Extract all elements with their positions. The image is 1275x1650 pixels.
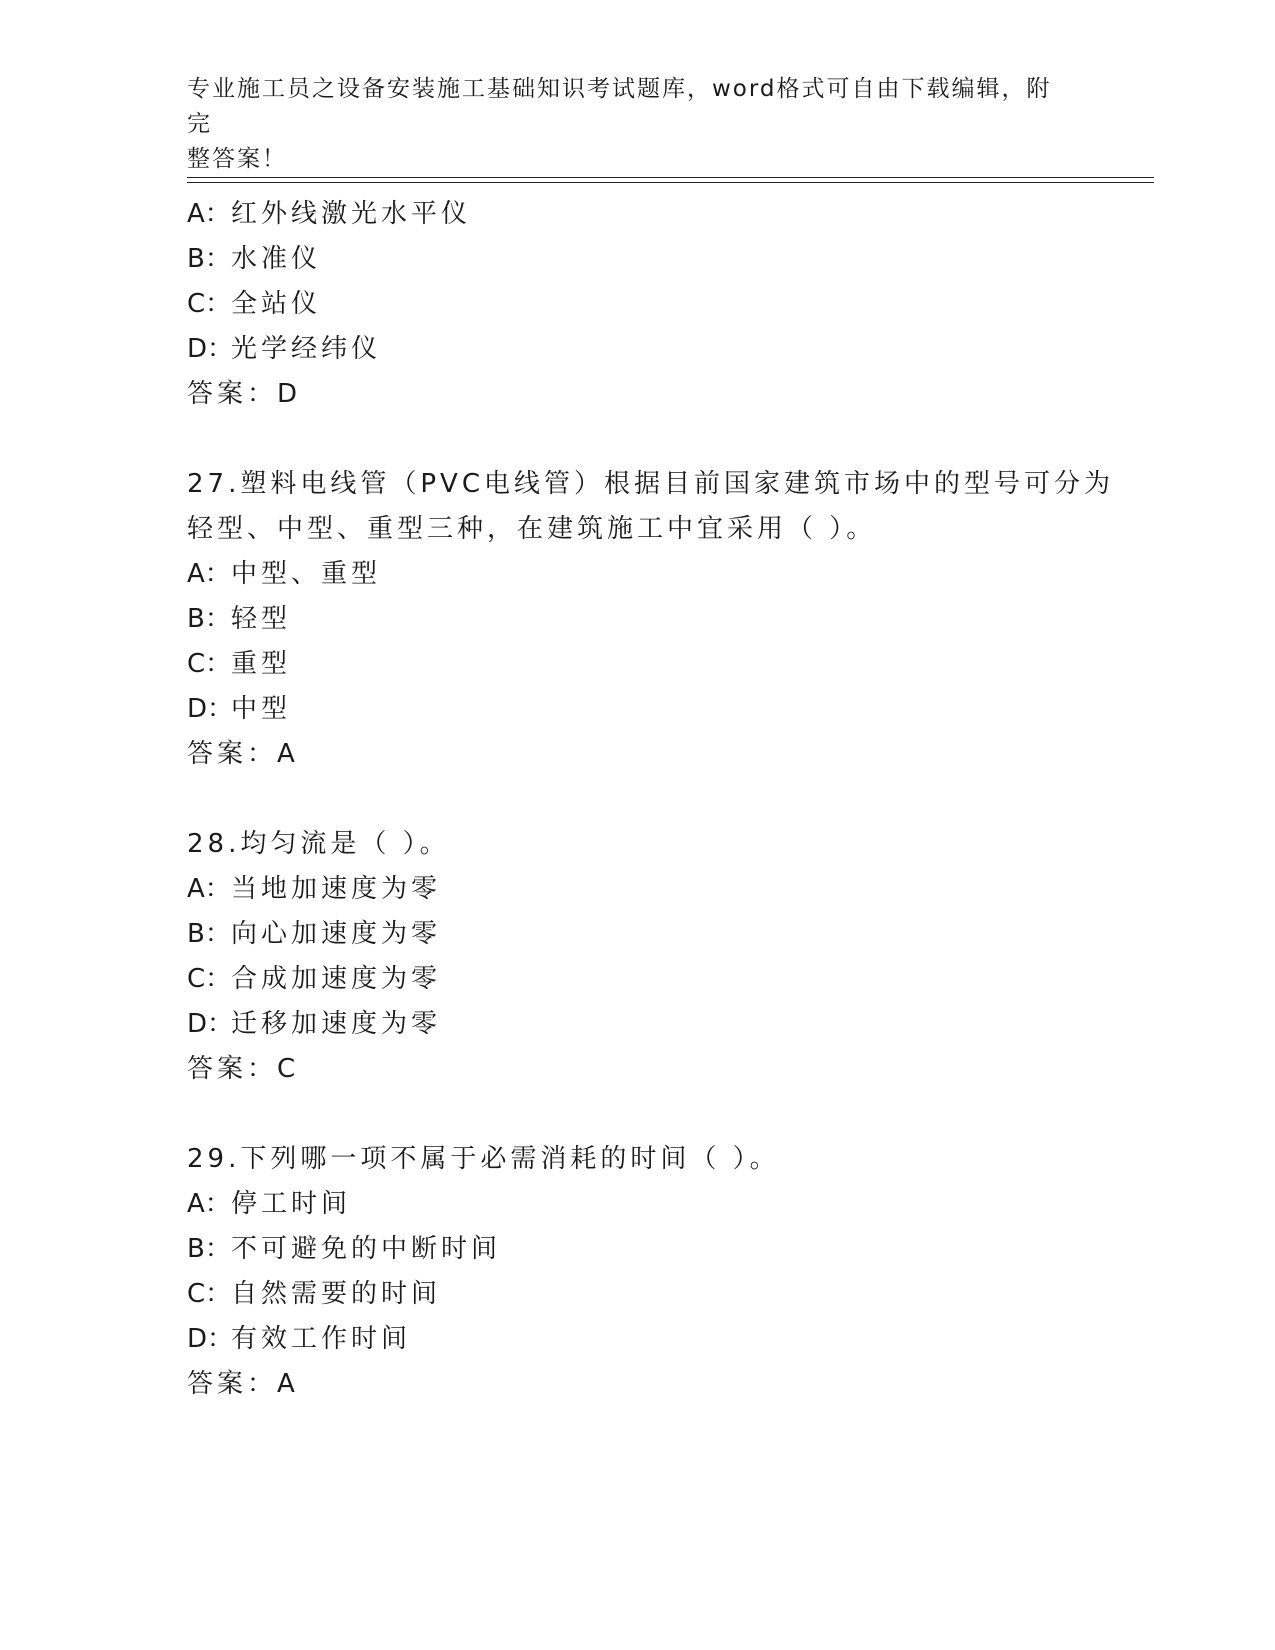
option-key: A： (187, 874, 231, 904)
header-line-1: 专业施工员之设备安装施工基础知识考试题库，word格式可自由下载编辑，附完 (187, 76, 1052, 137)
option-text: 迁移加速度为零 (231, 1009, 442, 1039)
option-c (187, 958, 441, 995)
option-d (187, 328, 381, 365)
question-27-line-1: 27.塑料电线管（PVC电线管）根据目前国家建筑市场中的型号可分为 (187, 469, 1114, 499)
header-line-2: 整答案！ (187, 146, 287, 172)
option-text: 中型 (231, 694, 292, 724)
option-text: 当地加速度为零 (231, 874, 442, 904)
option-text: 合成加速度为零 (231, 964, 442, 994)
header-divider-bottom (187, 182, 1154, 183)
option-a (187, 1183, 351, 1220)
option-text: 水准仪 (231, 244, 322, 274)
option-key: A： (187, 199, 231, 229)
option-c (187, 1273, 441, 1310)
option-b (187, 238, 321, 275)
option-c (187, 643, 291, 680)
answer-line: 答案：A (187, 1369, 299, 1399)
option-key: B： (187, 244, 231, 274)
option-key: D： (187, 694, 234, 724)
option-text: 轻型 (231, 604, 292, 634)
header-divider-top (187, 177, 1154, 178)
option-key: D： (187, 1009, 234, 1039)
option-key: B： (187, 1234, 231, 1264)
question-27-line-2: 轻型、中型、重型三种，在建筑施工中宜采用（ ）。 (187, 514, 877, 544)
option-key: D： (187, 1324, 234, 1354)
option-text: 停工时间 (231, 1189, 352, 1219)
option-b (187, 913, 441, 950)
option-key: C： (187, 649, 232, 679)
option-text: 中型、重型 (231, 559, 382, 589)
option-c (187, 283, 321, 320)
option-text: 自然需要的时间 (231, 1279, 442, 1309)
option-d (187, 1003, 441, 1040)
question-28-line-1: 28.均匀流是（ ）。 (187, 829, 450, 859)
question-29-line-1: 29.下列哪一项不属于必需消耗的时间（ ）。 (187, 1144, 780, 1174)
option-b (187, 1228, 501, 1265)
option-a (187, 193, 471, 230)
answer-line: 答案：C (187, 1054, 300, 1084)
option-text: 红外线激光水平仪 (231, 199, 472, 229)
document-header (187, 72, 1067, 177)
answer-line: 答案：D (187, 379, 302, 409)
answer-line: 答案：A (187, 739, 299, 769)
option-key: D： (187, 334, 234, 364)
option-d (187, 688, 291, 725)
option-text: 有效工作时间 (231, 1324, 412, 1354)
option-d (187, 1318, 411, 1355)
option-text: 重型 (231, 649, 292, 679)
option-text: 全站仪 (231, 289, 322, 319)
option-text: 光学经纬仪 (231, 334, 382, 364)
option-key: A： (187, 1189, 231, 1219)
option-key: C： (187, 964, 232, 994)
option-key: C： (187, 289, 232, 319)
option-text: 不可避免的中断时间 (231, 1234, 502, 1264)
option-b (187, 598, 291, 635)
option-key: A： (187, 559, 231, 589)
option-key: B： (187, 919, 231, 949)
option-a (187, 553, 381, 590)
option-key: B： (187, 604, 231, 634)
option-text: 向心加速度为零 (231, 919, 442, 949)
option-a (187, 868, 441, 905)
option-key: C： (187, 1279, 232, 1309)
